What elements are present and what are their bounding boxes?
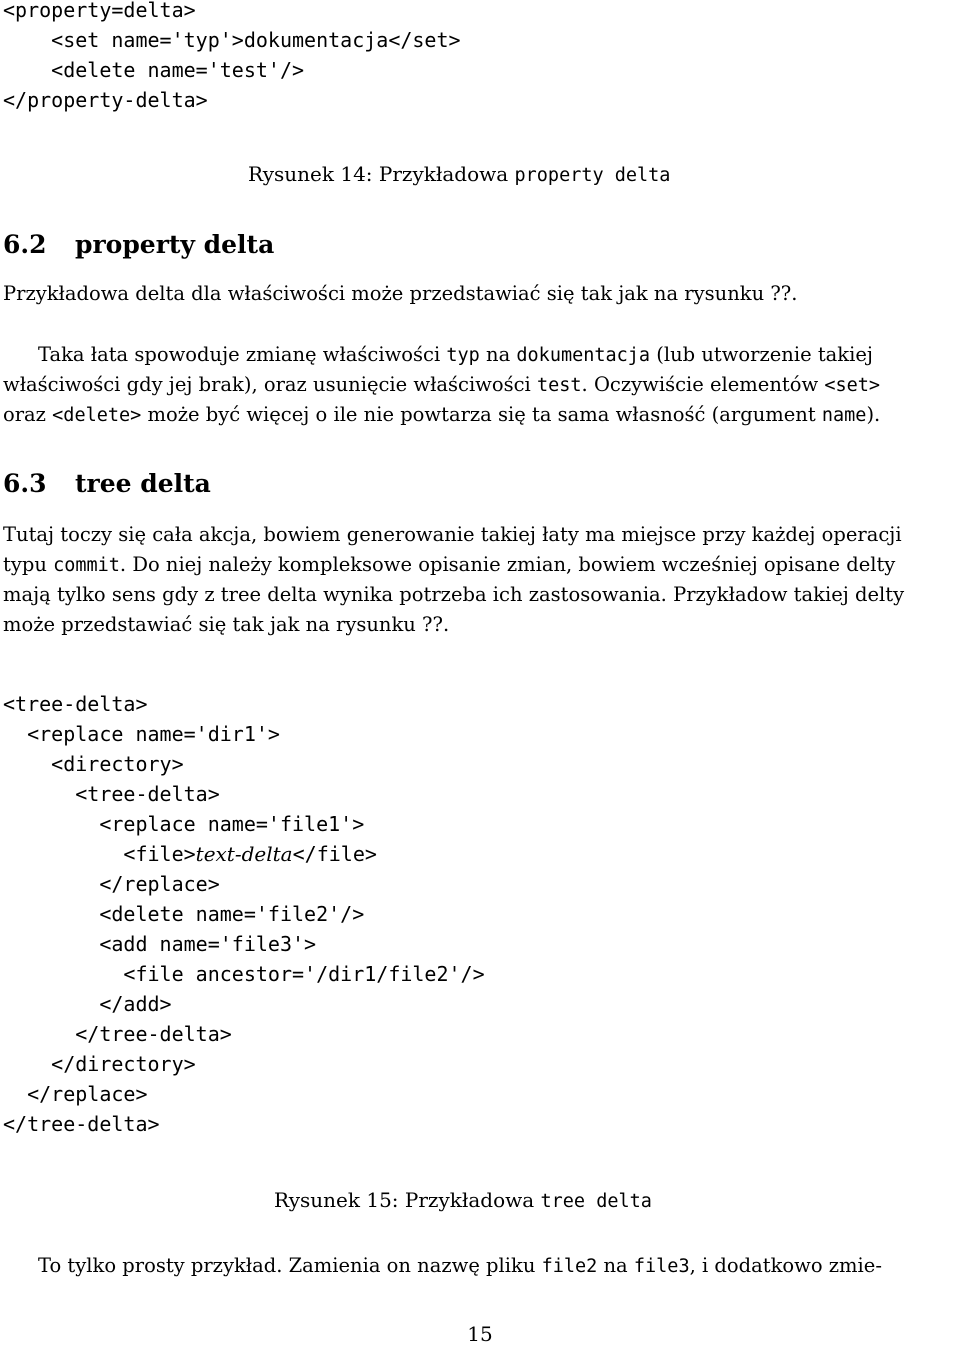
paragraph-line: Przykładowa delta dla właściwości może przedstawiać się tak jak na rysunku ??.: [3, 282, 798, 305]
text-run: , i dodatkowo zmie-: [689, 1254, 882, 1277]
italic-placeholder: text-delta: [195, 842, 293, 866]
figure-15-caption: [274, 1188, 652, 1212]
inline-code: file2: [541, 1256, 598, 1277]
text-run: może być więcej o ile nie powtarza się ta sama własność (argument: [141, 403, 822, 426]
code-line: <delete name='file2'/>: [3, 902, 365, 926]
inline-code: test: [536, 375, 582, 396]
code-line: </add>: [3, 992, 172, 1016]
inline-code: <set>: [824, 375, 881, 396]
paragraph-line: [38, 1251, 882, 1282]
code-line: <set name='typ'>dokumentacja</set>: [3, 28, 461, 52]
caption-text: Rysunek 14: Przykładowa: [248, 162, 515, 186]
section-title: property delta: [75, 230, 275, 259]
inline-code: <delete>: [52, 405, 142, 426]
inline-code: name: [821, 405, 867, 426]
section-number: 6.3: [3, 469, 47, 498]
code-run: <file>: [3, 842, 196, 866]
code-line: </tree-delta>: [3, 1022, 232, 1046]
code-line: </tree-delta>: [3, 1112, 160, 1136]
text-run: . Oczywiście elementów: [581, 373, 825, 396]
text-run: typu: [3, 553, 54, 576]
code-line: </replace>: [3, 1082, 148, 1106]
section-heading-6-3: [3, 469, 211, 498]
code-line: <file ancestor='/dir1/file2'/>: [3, 962, 485, 986]
text-run: (lub utworzenie takiej: [650, 343, 873, 366]
caption-code: property delta: [514, 165, 671, 186]
code-line: </directory>: [3, 1052, 196, 1076]
paragraph-line: [38, 340, 873, 371]
paragraph-line: mają tylko sens gdy z tree delta wynika potrzeba ich zastosowania. Przykładow takiej delty: [3, 583, 905, 606]
code-line: <tree-delta>: [3, 692, 148, 716]
code-line: </replace>: [3, 872, 220, 896]
code-run: </file>: [292, 842, 377, 866]
caption-text: Rysunek 15: Przykładowa: [274, 1188, 541, 1212]
section-title: tree delta: [75, 469, 211, 498]
text-run: na: [479, 343, 517, 366]
code-line: <replace name='dir1'>: [3, 722, 280, 746]
code-line: [3, 839, 377, 869]
text-run: na: [597, 1254, 634, 1277]
text-run: ).: [866, 403, 881, 426]
code-line: </property-delta>: [3, 88, 208, 112]
section-number: 6.2: [3, 230, 47, 259]
text-run: właściwości gdy jej brak), oraz usunięcie właściwości: [3, 373, 537, 396]
code-line: <property=delta>: [3, 0, 196, 22]
figure-14-caption: [248, 162, 670, 186]
code-line: <replace name='file1'>: [3, 812, 365, 836]
paragraph-line: może przedstawiać się tak jak na rysunku ??.: [3, 613, 450, 636]
text-run: . Do niej należy kompleksowe opisanie zmian, bowiem wcześniej opisane delty: [119, 553, 896, 576]
inline-code: dokumentacja: [516, 345, 651, 366]
code-line: <directory>: [3, 752, 184, 776]
inline-code: typ: [446, 345, 480, 366]
paragraph-line: [3, 370, 880, 401]
paragraph-line: Tutaj toczy się cała akcja, bowiem generowanie takiej łaty ma miejsce przy każdej operacji: [3, 523, 902, 546]
code-line: <delete name='test'/>: [3, 58, 305, 82]
paragraph-line: [3, 550, 895, 581]
paragraph-line: [3, 400, 880, 431]
text-run: Taka łata spowoduje zmianę właściwości: [38, 343, 447, 366]
code-line: <tree-delta>: [3, 782, 220, 806]
caption-code: tree delta: [540, 1191, 652, 1212]
text-run: oraz: [3, 403, 53, 426]
page-number: 15: [467, 1322, 493, 1346]
code-line: <add name='file3'>: [3, 932, 317, 956]
inline-code: commit: [53, 555, 120, 576]
section-heading-6-2: [3, 230, 274, 259]
inline-code: file3: [633, 1256, 690, 1277]
text-run: To tylko prosty przykład. Zamienia on nazwę pliku: [38, 1254, 542, 1277]
